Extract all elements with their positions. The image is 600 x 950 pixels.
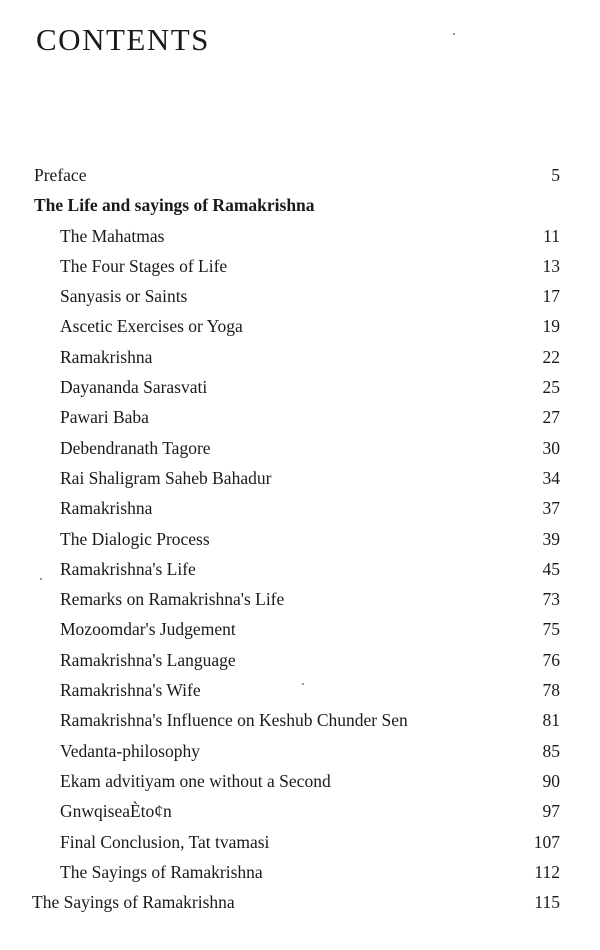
toc-entry-page: 27 — [542, 407, 560, 428]
toc-entry-page: 115 — [534, 892, 560, 913]
toc-entry-page: 90 — [542, 770, 560, 791]
toc-entry-label: GnwqiseaÈto¢n — [60, 801, 172, 822]
toc-entry-label: Ramakrishna — [60, 346, 153, 367]
toc-entry — [0, 584, 600, 614]
toc-entry-label: The Dialogic Process — [60, 528, 210, 549]
toc-entry-page: 17 — [542, 286, 560, 307]
toc-entry-page: 112 — [534, 861, 560, 882]
toc-entry — [0, 433, 600, 463]
toc-entry-label: The Mahatmas — [60, 225, 165, 246]
toc-entry-label: Dayananda Sarasvati — [60, 377, 208, 398]
toc-entry-label: Final Conclusion, Tat tvamasi — [60, 831, 270, 852]
toc-entry — [0, 160, 600, 190]
toc-entry-page: 75 — [542, 619, 560, 640]
toc-entry-label: The Sayings of Ramakrishna — [32, 892, 235, 913]
toc-entry-label: Ramakrishna's Wife — [60, 680, 201, 701]
toc-entry — [0, 645, 600, 675]
toc-entry — [0, 827, 600, 857]
toc-entry-label: The Four Stages of Life — [60, 255, 228, 276]
toc-entry-page: 45 — [542, 558, 560, 579]
toc-entry-label: Mozoomdar's Judgement — [60, 619, 236, 640]
toc-entry-label: Ramakrishna — [60, 498, 153, 519]
toc-entry — [0, 402, 600, 432]
toc-entry-label: Sanyasis or Saints — [60, 286, 188, 307]
toc-entry-page: 25 — [542, 377, 560, 398]
page-speck — [453, 33, 455, 35]
toc-entry-label: Ascetic Exercises or Yoga — [60, 316, 243, 337]
toc-entry-label: Ekam advitiyam one without a Second — [60, 770, 331, 791]
toc-entry-page: 34 — [542, 467, 560, 488]
toc-entry — [0, 493, 600, 523]
toc-entry-page: 107 — [533, 831, 560, 852]
toc-entry-page: 97 — [542, 801, 560, 822]
page-speck — [302, 683, 304, 685]
toc-entry — [0, 736, 600, 766]
toc-entry — [0, 524, 600, 554]
toc-entry-page: 78 — [542, 680, 560, 701]
toc-entry — [0, 705, 600, 735]
toc-entry-page: 85 — [542, 740, 560, 761]
toc-entry-page: 73 — [542, 589, 560, 610]
toc-entry — [0, 766, 600, 796]
toc-entry-page: 30 — [542, 437, 560, 458]
toc-entry — [0, 614, 600, 644]
toc-entry-label: Ramakrishna's Language — [60, 649, 236, 670]
toc-entry-label: Pawari Baba — [60, 407, 149, 428]
toc-entry-label: Preface — [34, 165, 87, 185]
toc-entry-page: 22 — [542, 346, 560, 367]
toc-entry-label: Rai Shaligram Saheb Bahadur — [60, 467, 272, 488]
toc-section-heading — [0, 190, 600, 220]
toc-entry — [0, 311, 600, 341]
toc-entry — [0, 463, 600, 493]
toc-entry-page: 39 — [542, 528, 560, 549]
toc-entry-page: 11 — [543, 225, 560, 246]
toc-entry-page: 81 — [542, 710, 560, 731]
toc-entry — [0, 796, 600, 826]
toc-entry — [0, 675, 600, 705]
table-of-contents — [0, 160, 600, 917]
toc-entry-page: 13 — [542, 255, 560, 276]
toc-entry — [0, 554, 600, 584]
toc-entry — [0, 342, 600, 372]
page-title: CONTENTS — [36, 22, 210, 57]
toc-entry-label: Debendranath Tagore — [60, 437, 211, 458]
toc-entry-page: 76 — [542, 649, 560, 670]
toc-entry-label: The Life and sayings of Ramakrishna — [34, 195, 315, 216]
toc-entry — [0, 857, 600, 887]
toc-entry-label: The Sayings of Ramakrishna — [60, 861, 263, 882]
toc-entry — [0, 887, 600, 917]
toc-entry — [0, 251, 600, 281]
toc-entry-page: 19 — [542, 316, 560, 337]
toc-entry — [0, 372, 600, 402]
toc-entry-page: 37 — [542, 498, 560, 519]
toc-entry — [0, 221, 600, 251]
toc-entry-page: 5 — [551, 165, 560, 185]
toc-entry — [0, 281, 600, 311]
toc-entry-label: Ramakrishna's Influence on Keshub Chunder Sen — [60, 710, 408, 731]
toc-entry-label: Vedanta-philosophy — [60, 740, 200, 761]
page-speck — [40, 578, 42, 580]
toc-entry-label: Remarks on Ramakrishna's Life — [60, 589, 285, 610]
toc-entry-label: Ramakrishna's Life — [60, 558, 196, 579]
